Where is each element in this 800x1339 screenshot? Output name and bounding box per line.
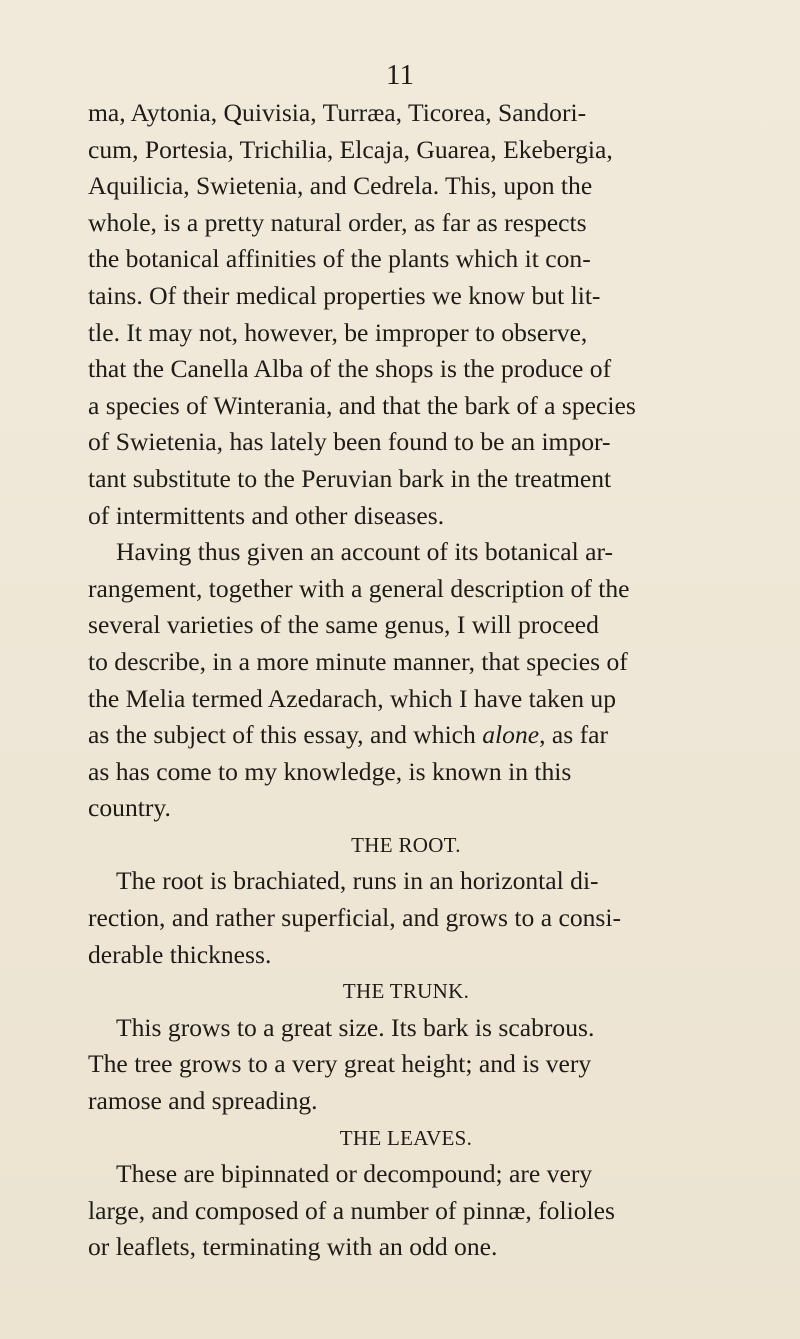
text-line: of intermittents and other diseases.	[88, 500, 445, 530]
text-line-with-italic	[88, 717, 724, 754]
text-line: a species of Winterania, and that the bark of a species	[88, 390, 636, 420]
text-line: ma, Aytonia, Quivisia, Turræa, Ticorea, Sandori-	[88, 98, 587, 127]
text-line: The tree grows to a very great height; and is very	[88, 1049, 592, 1079]
paragraph-start-line: Having thus given an account of its botanical ar-	[116, 537, 613, 567]
text-line: or leaflets, terminating with an odd one.	[88, 1232, 498, 1262]
page-number: 11	[386, 59, 414, 91]
text-line: tains. Of their medical properties we know but lit-	[88, 280, 601, 310]
text-line: several varieties of the same genus, I will proceed	[88, 610, 599, 640]
text-line: of Swietenia, has lately been found to be an impor-	[88, 427, 611, 457]
text-line: the botanical affinities of the plants which it con-	[88, 244, 591, 274]
paragraph-start-line: This grows to a great size. Its bark is scabrous.	[116, 1012, 595, 1042]
text-line: cum, Portesia, Trichilia, Elcaja, Guarea, Ekebergia,	[88, 134, 613, 164]
text-line: rection, and rather superficial, and grows to a consi-	[88, 903, 622, 933]
text-line: large, and composed of a number of pinnæ, folioles	[88, 1195, 615, 1225]
paragraph-start-line: These are bipinnated or decompound; are very	[116, 1159, 593, 1189]
section-heading-root: THE ROOT.	[351, 832, 461, 857]
section-heading-trunk: THE TRUNK.	[342, 979, 470, 1004]
text-line: derable thickness.	[88, 939, 272, 969]
text-line: Aquilicia, Swietenia, and Cedrela. This, upon the	[88, 171, 593, 201]
text-line: as has come to my knowledge, is known in this	[88, 756, 572, 786]
text-segment: as the subject of this essay, and which	[88, 720, 483, 750]
text-line: that the Canella Alba of the shops is the produce of	[88, 354, 612, 384]
text-line: whole, is a pretty natural order, as far as respects	[88, 207, 587, 237]
body-text	[88, 95, 724, 1266]
text-line: tle. It may not, however, be improper to observe,	[88, 317, 588, 347]
text-line: the Melia termed Azedarach, which I have taken up	[88, 683, 616, 713]
section-heading-leaves: THE LEAVES.	[339, 1125, 473, 1150]
italic-word: alone	[482, 720, 540, 750]
text-line: tant substitute to the Peruvian bark in the treatment	[88, 463, 612, 493]
text-line: country.	[88, 793, 171, 823]
text-line: to describe, in a more minute manner, that species of	[88, 646, 628, 676]
text-line: rangement, together with a general description of the	[88, 573, 630, 603]
paragraph-start-line: The root is brachiated, runs in an horizontal di-	[116, 866, 599, 896]
text-line: ramose and spreading.	[88, 1086, 318, 1116]
text-segment: , as far	[539, 720, 609, 750]
